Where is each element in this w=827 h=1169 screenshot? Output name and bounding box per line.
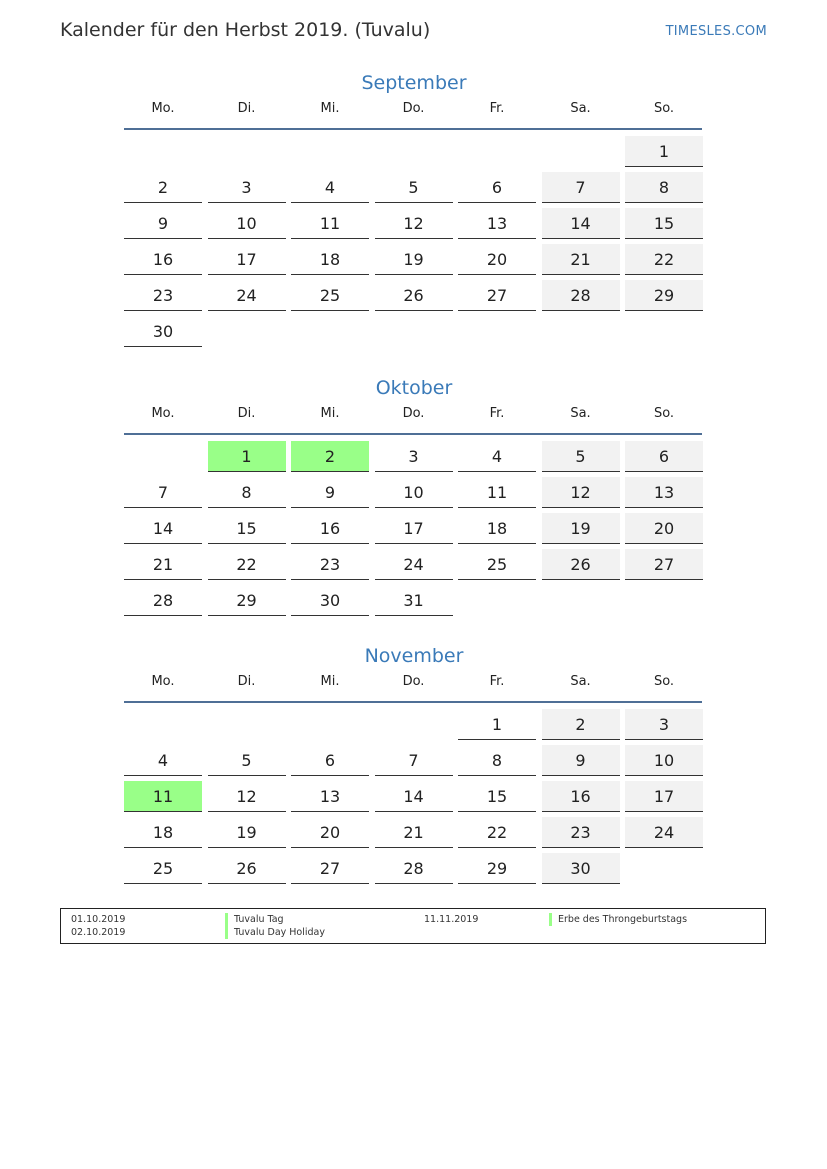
- day-cell: 25: [458, 549, 536, 580]
- empty-day-cell: [208, 316, 286, 347]
- day-cell: 14: [124, 513, 202, 544]
- day-cell: 3: [208, 172, 286, 203]
- empty-day-cell: [375, 316, 453, 347]
- weekday-label: Mo.: [151, 674, 175, 689]
- day-cell: 23: [542, 817, 620, 848]
- weekday-label: So.: [653, 674, 675, 689]
- day-cell: 30: [124, 316, 202, 347]
- day-cell: 23: [124, 280, 202, 311]
- month-oktober: [124, 374, 704, 621]
- empty-day-cell: [124, 441, 202, 472]
- week-row: [124, 585, 704, 616]
- weekday-label: Mi.: [320, 406, 340, 421]
- week-row: [124, 477, 704, 508]
- week-row: [124, 441, 704, 472]
- day-cell: 11: [291, 208, 369, 239]
- day-cell: 13: [625, 477, 703, 508]
- day-cell: 23: [291, 549, 369, 580]
- empty-day-cell: [375, 709, 453, 740]
- week-row: [124, 172, 704, 203]
- day-cell: 24: [375, 549, 453, 580]
- day-cell: 21: [375, 817, 453, 848]
- day-cell: 12: [208, 781, 286, 812]
- day-cell: 22: [208, 549, 286, 580]
- header-divider: [124, 433, 702, 435]
- day-cell: 16: [291, 513, 369, 544]
- day-cell: 14: [542, 208, 620, 239]
- day-cell: 1: [458, 709, 536, 740]
- empty-day-cell: [625, 853, 703, 884]
- weekday-label: Fr.: [489, 101, 505, 116]
- day-cell: 17: [375, 513, 453, 544]
- day-cell: 29: [625, 280, 703, 311]
- day-cell: 20: [625, 513, 703, 544]
- empty-day-cell: [542, 136, 620, 167]
- week-row: [124, 853, 704, 884]
- month-title: Oktober: [375, 377, 453, 399]
- day-cell: 12: [375, 208, 453, 239]
- day-cell: 28: [542, 280, 620, 311]
- holiday-legend: [60, 908, 766, 944]
- legend-holiday-name: Erbe des Throngeburtstags: [549, 913, 687, 926]
- day-cell: 15: [458, 781, 536, 812]
- day-cell: 13: [458, 208, 536, 239]
- legend-date: 02.10.2019: [71, 927, 126, 938]
- empty-day-cell: [291, 709, 369, 740]
- day-cell: 15: [208, 513, 286, 544]
- weekday-label: Mi.: [320, 101, 340, 116]
- day-cell: 24: [208, 280, 286, 311]
- week-row: [124, 709, 704, 740]
- empty-day-cell: [458, 585, 536, 616]
- day-cell: 28: [124, 585, 202, 616]
- day-cell: 4: [124, 745, 202, 776]
- weekday-label: Di.: [237, 674, 256, 689]
- day-cell: 27: [625, 549, 703, 580]
- holiday-day-cell: 1: [208, 441, 286, 472]
- weekday-header-row: [124, 405, 704, 431]
- legend-holiday-name: Tuvalu Day Holiday: [225, 926, 325, 939]
- day-cell: 2: [124, 172, 202, 203]
- week-row: [124, 136, 704, 167]
- weekday-label: Fr.: [489, 674, 505, 689]
- empty-day-cell: [291, 136, 369, 167]
- day-cell: 28: [375, 853, 453, 884]
- week-row: [124, 745, 704, 776]
- week-row: [124, 781, 704, 812]
- day-cell: 18: [458, 513, 536, 544]
- header-divider: [124, 701, 702, 703]
- day-cell: 9: [124, 208, 202, 239]
- day-cell: 19: [208, 817, 286, 848]
- day-cell: 25: [124, 853, 202, 884]
- day-cell: 11: [458, 477, 536, 508]
- day-cell: 27: [291, 853, 369, 884]
- day-cell: 17: [208, 244, 286, 275]
- day-cell: 20: [458, 244, 536, 275]
- page-title: Kalender für den Herbst 2019. (Tuvalu): [60, 19, 431, 41]
- day-cell: 1: [625, 136, 703, 167]
- day-cell: 26: [375, 280, 453, 311]
- day-cell: 4: [458, 441, 536, 472]
- day-cell: 3: [375, 441, 453, 472]
- day-cell: 14: [375, 781, 453, 812]
- empty-day-cell: [625, 585, 703, 616]
- weekday-label: Di.: [237, 101, 256, 116]
- legend-date: 01.10.2019: [71, 914, 126, 925]
- day-cell: 4: [291, 172, 369, 203]
- header-divider: [124, 128, 702, 130]
- day-cell: 19: [375, 244, 453, 275]
- week-row: [124, 244, 704, 275]
- day-cell: 22: [458, 817, 536, 848]
- weekday-label: Do.: [402, 406, 425, 421]
- empty-day-cell: [375, 136, 453, 167]
- day-cell: 10: [375, 477, 453, 508]
- month-november: [124, 642, 704, 889]
- day-cell: 7: [124, 477, 202, 508]
- day-cell: 8: [208, 477, 286, 508]
- holiday-day-cell: 11: [124, 781, 202, 812]
- day-cell: 8: [625, 172, 703, 203]
- day-cell: 24: [625, 817, 703, 848]
- day-cell: 18: [124, 817, 202, 848]
- week-row: [124, 280, 704, 311]
- empty-day-cell: [208, 136, 286, 167]
- weekday-header-row: [124, 100, 704, 126]
- day-cell: 15: [625, 208, 703, 239]
- weekday-label: Di.: [237, 406, 256, 421]
- day-cell: 9: [291, 477, 369, 508]
- day-cell: 8: [458, 745, 536, 776]
- empty-day-cell: [291, 316, 369, 347]
- day-cell: 13: [291, 781, 369, 812]
- day-cell: 26: [208, 853, 286, 884]
- day-cell: 6: [291, 745, 369, 776]
- weeks-grid: [124, 709, 704, 884]
- empty-day-cell: [542, 316, 620, 347]
- day-cell: 10: [625, 745, 703, 776]
- day-cell: 30: [542, 853, 620, 884]
- day-cell: 7: [375, 745, 453, 776]
- weekday-label: Mo.: [151, 101, 175, 116]
- weekday-label: Do.: [402, 101, 425, 116]
- weekday-label: Mo.: [151, 406, 175, 421]
- holiday-day-cell: 2: [291, 441, 369, 472]
- month-september: [124, 69, 704, 352]
- empty-day-cell: [458, 136, 536, 167]
- empty-day-cell: [124, 709, 202, 740]
- day-cell: 5: [208, 745, 286, 776]
- day-cell: 18: [291, 244, 369, 275]
- day-cell: 6: [458, 172, 536, 203]
- weeks-grid: [124, 441, 704, 616]
- day-cell: 31: [375, 585, 453, 616]
- weekday-label: So.: [653, 406, 675, 421]
- day-cell: 26: [542, 549, 620, 580]
- week-row: [124, 549, 704, 580]
- day-cell: 3: [625, 709, 703, 740]
- day-cell: 7: [542, 172, 620, 203]
- week-row: [124, 316, 704, 347]
- day-cell: 30: [291, 585, 369, 616]
- day-cell: 29: [458, 853, 536, 884]
- day-cell: 2: [542, 709, 620, 740]
- month-title: November: [364, 645, 464, 667]
- weekday-label: Sa.: [570, 674, 591, 689]
- weeks-grid: [124, 136, 704, 347]
- day-cell: 6: [625, 441, 703, 472]
- day-cell: 5: [542, 441, 620, 472]
- weekday-header-row: [124, 673, 704, 699]
- week-row: [124, 208, 704, 239]
- empty-day-cell: [542, 585, 620, 616]
- day-cell: 5: [375, 172, 453, 203]
- weekday-label: Mi.: [320, 674, 340, 689]
- day-cell: 17: [625, 781, 703, 812]
- day-cell: 25: [291, 280, 369, 311]
- empty-day-cell: [208, 709, 286, 740]
- weekday-label: Sa.: [570, 101, 591, 116]
- day-cell: 21: [542, 244, 620, 275]
- day-cell: 10: [208, 208, 286, 239]
- month-title: September: [361, 72, 467, 94]
- week-row: [124, 817, 704, 848]
- day-cell: 9: [542, 745, 620, 776]
- weekday-label: So.: [653, 101, 675, 116]
- empty-day-cell: [625, 316, 703, 347]
- weekday-label: Fr.: [489, 406, 505, 421]
- legend-holiday-name: Tuvalu Tag: [225, 913, 284, 926]
- weekday-label: Do.: [402, 674, 425, 689]
- empty-day-cell: [458, 316, 536, 347]
- day-cell: 16: [542, 781, 620, 812]
- day-cell: 22: [625, 244, 703, 275]
- day-cell: 21: [124, 549, 202, 580]
- day-cell: 19: [542, 513, 620, 544]
- day-cell: 27: [458, 280, 536, 311]
- legend-date: 11.11.2019: [424, 914, 479, 925]
- brand-link[interactable]: TIMESLES.COM: [665, 24, 767, 39]
- day-cell: 29: [208, 585, 286, 616]
- day-cell: 16: [124, 244, 202, 275]
- day-cell: 20: [291, 817, 369, 848]
- empty-day-cell: [124, 136, 202, 167]
- day-cell: 12: [542, 477, 620, 508]
- weekday-label: Sa.: [570, 406, 591, 421]
- week-row: [124, 513, 704, 544]
